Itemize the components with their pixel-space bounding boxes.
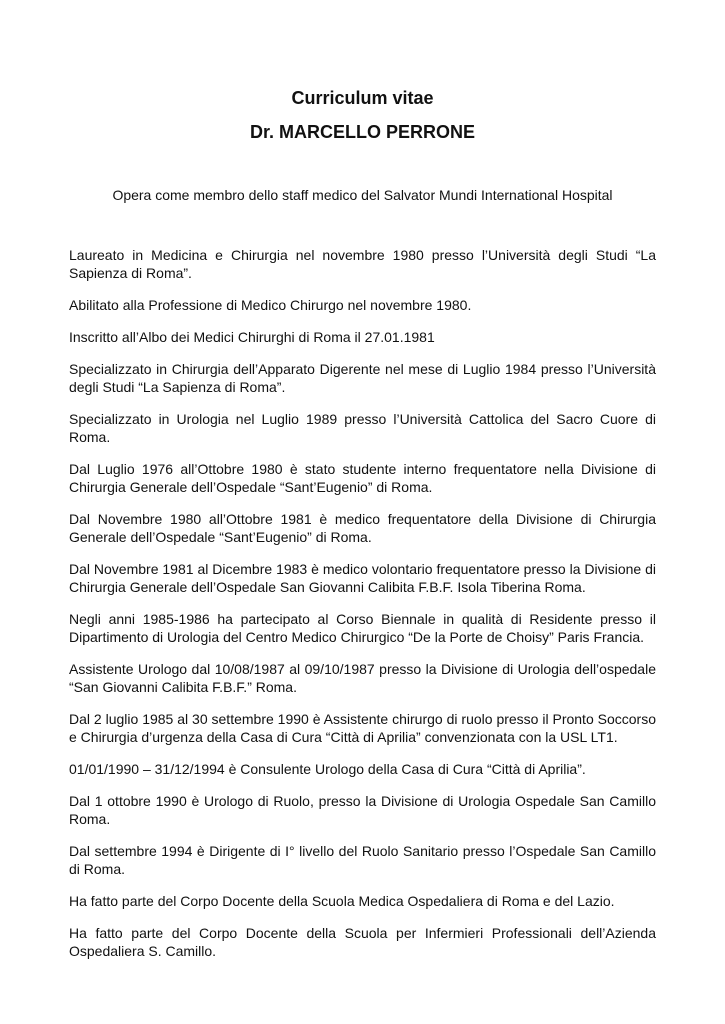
cv-paragraph-license: Abilitato alla Professione di Medico Chirurgo nel novembre 1980.	[69, 297, 472, 313]
cv-paragraph-teaching-medical-school: Ha fatto parte del Corpo Docente della Scuola Medica Ospedaliera di Roma e del Lazio.	[69, 893, 615, 909]
cv-paragraph-volunteer-physician: Dal Novembre 1981 al Dicembre 1983 è medico volontario frequentatore presso la Divisione di Chirurgia Generale dell’Ospedale San Giovanni Calibita F.B.F. Isola Tiberina Roma.	[69, 561, 656, 595]
cv-paragraph-consultant-urologist: 01/01/1990 – 31/12/1994 è Consulente Urologo della Casa di Cura “Città di Aprilia”.	[69, 761, 586, 777]
cv-paragraph-student-intern: Dal Luglio 1976 all’Ottobre 1980 è stato studente interno frequentatore nella Divisione di Chirurgia Generale dell’Ospedale “Sant’Eugenio” di Roma.	[69, 461, 656, 495]
cv-body	[69, 246, 656, 974]
cv-paragraph-degree: Laureato in Medicina e Chirurgia nel novembre 1980 presso l’Università degli Studi “La Sapienza di Roma”.	[69, 247, 656, 281]
staff-affiliation-subtitle: Opera come membro dello staff medico del Salvator Mundi International Hospital	[112, 187, 613, 203]
cv-paragraph-attending-physician: Dal Novembre 1980 all’Ottobre 1981 è medico frequentatore della Divisione di Chirurgia Generale dell’Ospedale “Sant’Eugenio” di Roma.	[69, 511, 656, 545]
cv-paragraph-specialization-digestive: Specializzato in Chirurgia dell’Apparato Digerente nel mese di Luglio 1984 presso l’Università degli Studi “La Sapienza di Roma”.	[69, 361, 656, 395]
cv-paragraph-paris-residency: Negli anni 1985-1986 ha partecipato al Corso Biennale in qualità di Residente presso il Dipartimento di Urologia del Centro Medico Chirurgico “De la Porte de Choisy” Paris Francia.	[69, 611, 656, 645]
cv-paragraph-director: Dal settembre 1994 è Dirigente di I° livello del Ruolo Sanitario presso l’Ospedale San Camillo di Roma.	[69, 843, 656, 877]
cv-paragraph-assistant-surgeon: Dal 2 luglio 1985 al 30 settembre 1990 è Assistente chirurgo di ruolo presso il Pronto Soccorso e Chirurgia d’urgenza della Casa di Cura “Città di Aprilia” convenzionata con la USL LT1.	[69, 711, 656, 745]
cv-paragraph-teaching-nursing-school: Ha fatto parte del Corpo Docente della Scuola per Infermieri Professionali dell’Azienda Ospedaliera S. Camillo.	[69, 925, 656, 959]
cv-paragraph-registry: Inscritto all’Albo dei Medici Chirurghi di Roma il 27.01.1981	[69, 329, 435, 345]
doctor-name-heading: Dr. MARCELLO PERRONE	[249, 122, 476, 142]
cv-paragraph-specialization-urology: Specializzato in Urologia nel Luglio 1989 presso l’Università Cattolica del Sacro Cuore di Roma.	[69, 411, 656, 445]
document-title: Curriculum vitae	[291, 88, 434, 108]
cv-paragraph-assistant-urologist: Assistente Urologo dal 10/08/1987 al 09/10/1987 presso la Divisione di Urologia dell’ospedale “San Giovanni Calibita F.B.F.” Roma.	[69, 661, 656, 695]
cv-paragraph-staff-urologist: Dal 1 ottobre 1990 è Urologo di Ruolo, presso la Divisione di Urologia Ospedale San Camillo Roma.	[69, 793, 656, 827]
